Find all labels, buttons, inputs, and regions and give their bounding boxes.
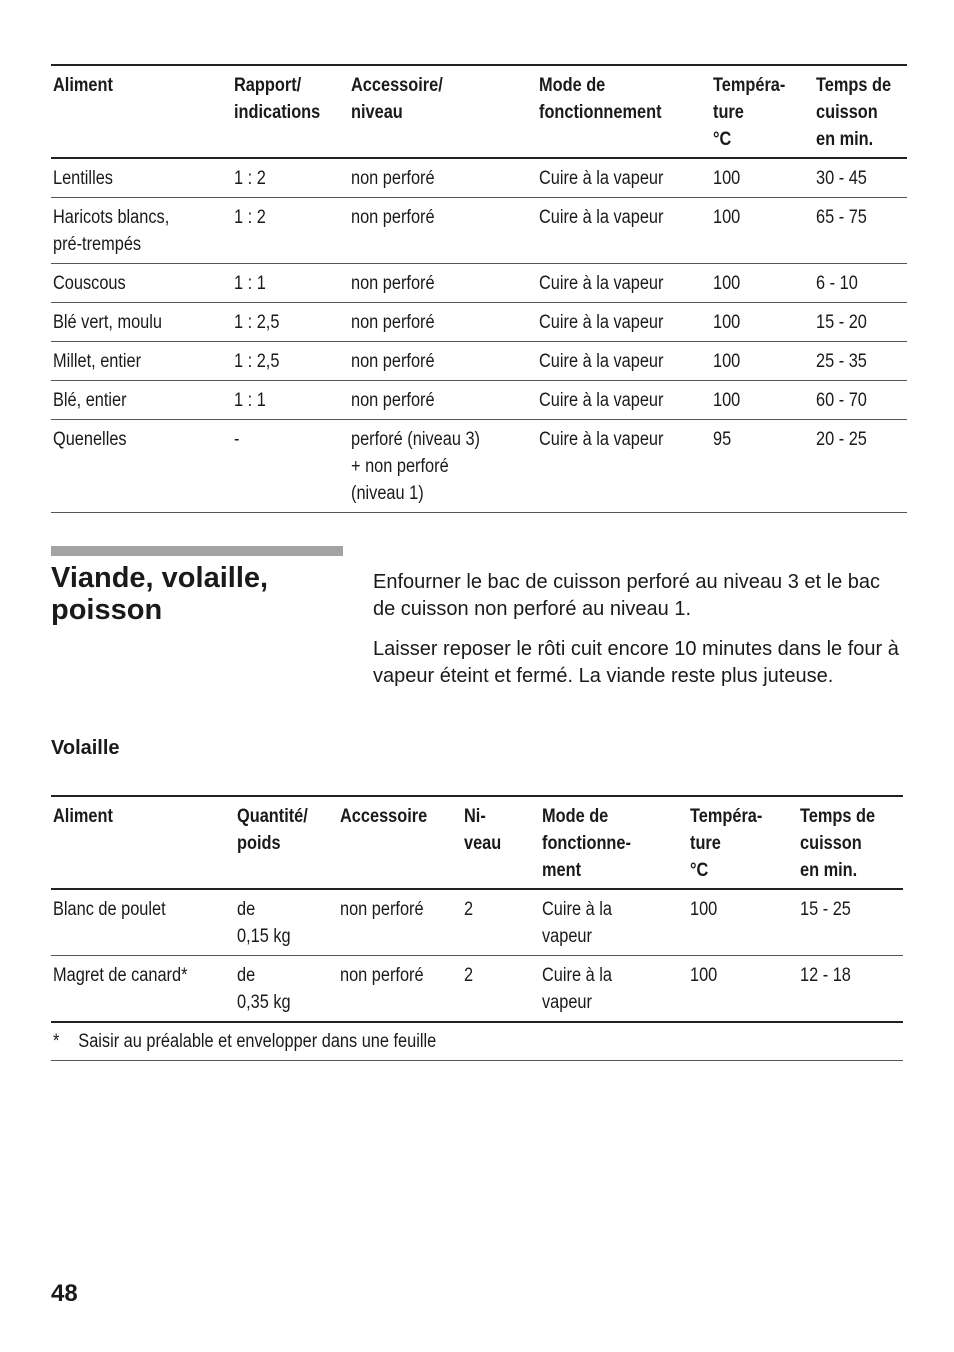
table-cell <box>51 198 232 264</box>
cell-text: Blé vert, moulu <box>53 312 162 333</box>
table-cell <box>711 158 814 198</box>
section-title: Viande, volaille, poisson <box>51 562 269 626</box>
table-cell <box>814 264 907 303</box>
cell-text: Blé, entier <box>53 390 127 411</box>
table-cell <box>349 381 537 420</box>
cell-text: 1 : 2 <box>234 168 266 189</box>
table-cell <box>537 381 711 420</box>
cell-text: Haricots blancs, pré-trempés <box>53 207 170 255</box>
table-cell <box>349 158 537 198</box>
cell-text: non perforé <box>351 168 435 189</box>
col-header-aliment: Aliment <box>51 796 235 889</box>
table-cell <box>51 889 235 956</box>
cell-text: - <box>234 429 240 450</box>
table-cell <box>462 956 540 1023</box>
col-header-temps: Temps de cuisson en min. <box>814 65 907 158</box>
cell-text: Millet, entier <box>53 351 142 372</box>
cell-text: Cuire à la vapeur <box>539 207 664 228</box>
table-cell <box>814 420 907 513</box>
table-cell <box>51 342 232 381</box>
col-header-niveau: Ni- veau <box>462 796 540 889</box>
footnote <box>51 1022 903 1061</box>
cell-text: Cuire à la vapeur <box>539 429 664 450</box>
table-cell <box>537 420 711 513</box>
cell-text: de 0,35 kg <box>237 965 291 1013</box>
table-cell <box>462 889 540 956</box>
col-header-accessoire: Accessoire/ niveau <box>349 65 537 158</box>
cell-text: Cuire à la vapeur <box>539 312 664 333</box>
cell-text: 100 <box>713 273 741 294</box>
footnote-row <box>51 1022 903 1061</box>
table-header-row <box>51 796 903 889</box>
col-header-mode: Mode de fonctionne- ment <box>540 796 688 889</box>
page-number: 48 <box>51 1280 78 1307</box>
table-cell <box>798 889 903 956</box>
table-row <box>51 889 903 956</box>
table-cell <box>814 342 907 381</box>
table-cell <box>235 889 338 956</box>
table-cell <box>798 956 903 1023</box>
cell-text: 6 - 10 <box>816 273 858 294</box>
cell-text: Cuire à la vapeur <box>539 168 664 189</box>
table-cell <box>232 381 349 420</box>
col-header-temperature: Tempéra- ture °C <box>711 65 814 158</box>
table-row <box>51 381 907 420</box>
table-cell <box>537 342 711 381</box>
section-bar <box>51 546 343 556</box>
table-cell <box>537 198 711 264</box>
cell-text: 25 - 35 <box>816 351 867 372</box>
col-header-accessoire: Accessoire <box>338 796 462 889</box>
cell-text: non perforé <box>351 312 435 333</box>
table-cell <box>349 198 537 264</box>
col-header-temps: Temps de cuisson en min. <box>798 796 903 889</box>
table-row <box>51 956 903 1023</box>
table-cell <box>349 420 537 513</box>
table-row <box>51 264 907 303</box>
cell-text: Cuire à la vapeur <box>539 273 664 294</box>
table-cell <box>349 303 537 342</box>
table-row <box>51 158 907 198</box>
table-cell <box>338 889 462 956</box>
cell-text: 2 <box>464 965 474 986</box>
table-cell <box>711 420 814 513</box>
table-cell <box>51 264 232 303</box>
cell-text: Lentilles <box>53 168 113 189</box>
table-cell <box>349 342 537 381</box>
cell-text: 100 <box>713 351 741 372</box>
intro-paragraph: Laisser reposer le rôti cuit encore 10 minutes dans le four à vapeur éteint et fermé. La viande reste plus juteuse. <box>373 638 899 687</box>
table-cell <box>814 303 907 342</box>
cell-text: Couscous <box>53 273 126 294</box>
table-cell <box>711 342 814 381</box>
cell-text: non perforé <box>351 273 435 294</box>
cooking-table-volaille <box>51 795 903 1061</box>
cell-text: perforé (niveau 3) + non perforé (niveau 1) <box>351 429 480 504</box>
table-cell <box>51 158 232 198</box>
table-cell <box>711 381 814 420</box>
cell-text: 1 : 1 <box>234 390 266 411</box>
table-cell <box>51 303 232 342</box>
cell-text: 1 : 1 <box>234 273 266 294</box>
table-cell <box>814 158 907 198</box>
cell-text: 100 <box>690 965 718 986</box>
cell-text: 1 : 2 <box>234 207 266 228</box>
table-cell <box>232 158 349 198</box>
table-cell <box>232 303 349 342</box>
col-header-temperature: Tempéra- ture °C <box>688 796 798 889</box>
table-cell <box>232 420 349 513</box>
col-header-quantite: Quantité/ poids <box>235 796 338 889</box>
table-cell <box>235 956 338 1023</box>
cell-text: 100 <box>713 390 741 411</box>
table-cell <box>688 889 798 956</box>
col-header-mode: Mode de fonctionnement <box>537 65 711 158</box>
section-intro <box>373 569 903 703</box>
table-cell <box>232 198 349 264</box>
cell-text: 100 <box>713 312 741 333</box>
cell-text: 1 : 2,5 <box>234 312 280 333</box>
cell-text: 100 <box>713 207 741 228</box>
cell-text: Magret de canard* <box>53 965 188 986</box>
cell-text: Cuire à la vapeur <box>542 899 612 947</box>
subsection-title: Volaille <box>51 737 120 759</box>
table-cell <box>537 158 711 198</box>
table-row <box>51 198 907 264</box>
table-cell <box>537 264 711 303</box>
table-cell <box>711 303 814 342</box>
table-row <box>51 420 907 513</box>
table-cell <box>232 342 349 381</box>
cell-text: 65 - 75 <box>816 207 867 228</box>
table-row <box>51 303 907 342</box>
table-cell <box>688 956 798 1023</box>
table-cell <box>51 381 232 420</box>
cell-text: Cuire à la vapeur <box>539 390 664 411</box>
cell-text: 20 - 25 <box>816 429 867 450</box>
cell-text: Cuire à la vapeur <box>542 965 612 1013</box>
table-cell <box>540 889 688 956</box>
table-cell <box>540 956 688 1023</box>
table-cell <box>711 198 814 264</box>
footnote-text: Saisir au préalable et envelopper dans une feuille <box>78 1031 437 1052</box>
cell-text: 60 - 70 <box>816 390 867 411</box>
cell-text: 100 <box>690 899 718 920</box>
cell-text: non perforé <box>351 351 435 372</box>
table-row <box>51 342 907 381</box>
table-cell <box>232 264 349 303</box>
table-cell <box>51 420 232 513</box>
cell-text: de 0,15 kg <box>237 899 291 947</box>
table-cell <box>711 264 814 303</box>
cell-text: Blanc de poulet <box>53 899 166 920</box>
cell-text: 2 <box>464 899 474 920</box>
col-header-rapport: Rapport/ indications <box>232 65 349 158</box>
cell-text: 1 : 2,5 <box>234 351 280 372</box>
table-cell <box>814 381 907 420</box>
cell-text: 100 <box>713 168 741 189</box>
cell-text: Quenelles <box>53 429 127 450</box>
cell-text: non perforé <box>340 965 424 986</box>
table-cell <box>537 303 711 342</box>
cooking-table-cereals <box>51 64 907 513</box>
cell-text: non perforé <box>351 207 435 228</box>
col-header-aliment: Aliment <box>51 65 232 158</box>
cell-text: 15 - 25 <box>800 899 851 920</box>
cell-text: non perforé <box>340 899 424 920</box>
cell-text: 30 - 45 <box>816 168 867 189</box>
table-cell <box>814 198 907 264</box>
table-cell <box>51 956 235 1023</box>
cell-text: Cuire à la vapeur <box>539 351 664 372</box>
intro-paragraph: Enfourner le bac de cuisson perforé au niveau 3 et le bac de cuisson non perforé au niveau 1. <box>373 571 880 620</box>
cell-text: 12 - 18 <box>800 965 851 986</box>
cell-text: non perforé <box>351 390 435 411</box>
cell-text: 15 - 20 <box>816 312 867 333</box>
cell-text: 95 <box>713 429 732 450</box>
footnote-mark: * <box>53 1031 60 1052</box>
table-cell <box>349 264 537 303</box>
table-header-row <box>51 65 907 158</box>
table-cell <box>338 956 462 1023</box>
